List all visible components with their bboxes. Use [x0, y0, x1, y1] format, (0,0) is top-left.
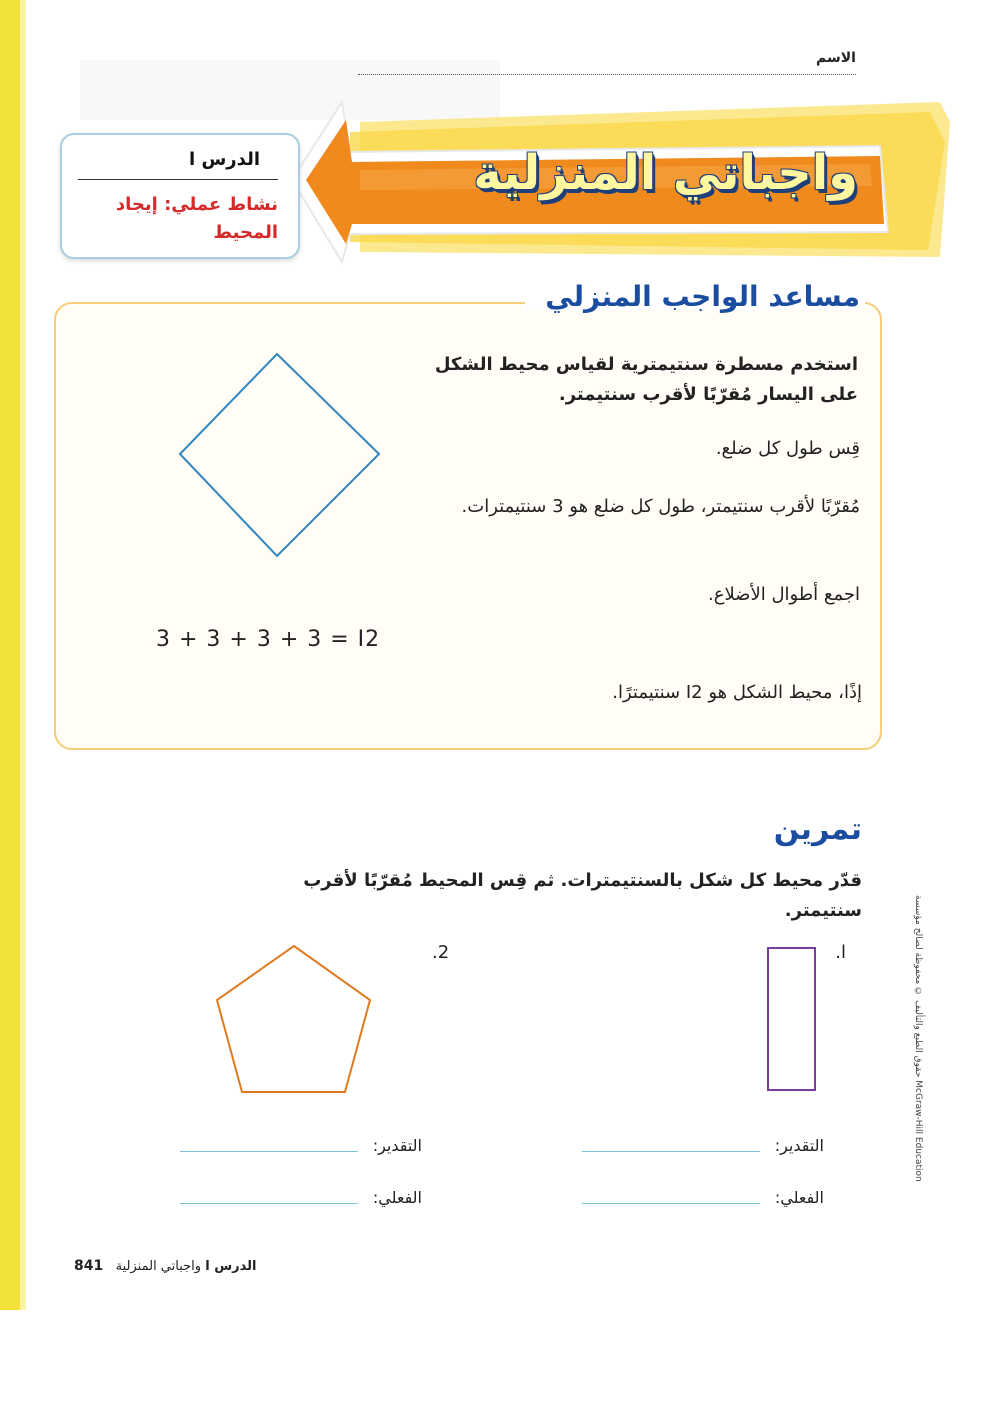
problem-2-label: .2: [432, 942, 450, 963]
problem-1-actual-label: الفعلي:: [774, 1188, 824, 1207]
problem-2-actual-line[interactable]: [180, 1203, 358, 1204]
lesson-divider: [78, 179, 278, 180]
practice-instruction: قدّر محيط كل شكل بالسنتيمترات. ثم قِس المحيط مُقرّبًا لأقرب سنتيمتر.: [303, 870, 862, 921]
lesson-number: الدرس ا: [189, 149, 260, 170]
problem-2-actual-label: الفعلي:: [372, 1188, 422, 1207]
helper-conclusion: إذًا، محيط الشكل هو I2 سنتيمترًا.: [612, 682, 862, 703]
helper-equation: 3 + 3 + 3 + 3 = I2: [156, 627, 381, 652]
helper-step-add: اجمع أطوال الأضلاع.: [707, 584, 860, 605]
name-label: الاسم: [816, 50, 856, 66]
problem-2-estimate-line[interactable]: [180, 1151, 358, 1152]
problem-1-label: .ا: [835, 942, 846, 963]
problem-2-estimate-label: التقدير:: [372, 1136, 422, 1155]
helper-title: مساعد الواجب المنزلي: [545, 280, 860, 313]
helper-instruction: استخدم مسطرة سنتيمترية لقياس محيط الشكل على اليسار مُقرّبًا لأقرب سنتيمتر.: [434, 354, 858, 405]
page-number: 841: [74, 1258, 104, 1274]
footer-lesson: الدرس ا: [205, 1259, 257, 1274]
helper-step-measure: قِس طول كل ضلع.: [715, 438, 860, 459]
rectangle-shape: [764, 944, 820, 1094]
practice-title: تمرين: [773, 812, 862, 847]
left-color-strip: [0, 0, 20, 1310]
problem-1-estimate-line[interactable]: [582, 1151, 760, 1152]
problem-1-actual-line[interactable]: [582, 1203, 760, 1204]
name-field-line[interactable]: [358, 74, 856, 75]
page-footer: [74, 1258, 256, 1274]
left-color-strip-inner: [20, 0, 26, 1310]
footer-section: واجباتي المنزلية: [115, 1259, 202, 1274]
helper-step-rounding: مُقرّبًا لأقرب سنتيمتر، طول كل ضلع هو 3 سنتيمترات.: [461, 496, 860, 517]
diamond-shape: [176, 350, 386, 562]
pentagon-shape: [212, 942, 376, 1100]
lesson-box: [60, 133, 300, 259]
problem-1-estimate-label: التقدير:: [774, 1136, 824, 1155]
copyright-notice: حقوق الطبع والتأليف © محفوظة لصالح مؤسسة McGraw-Hill Education: [913, 895, 923, 1182]
lesson-topic: نشاط عملي: إيجاد المحيط: [115, 194, 278, 243]
banner-title: واجباتي المنزلية: [473, 145, 858, 201]
